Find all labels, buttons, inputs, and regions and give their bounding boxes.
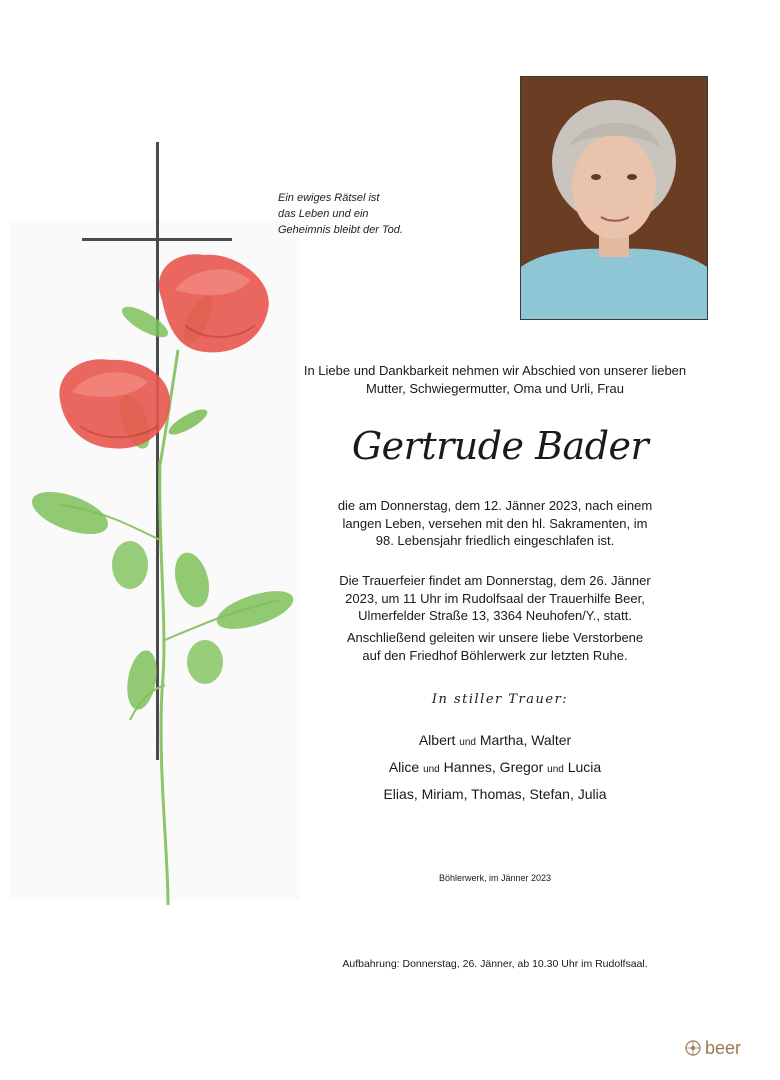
mourner-name: Albert [418,732,456,748]
mourners-heading: In stiller Trauer: [431,692,569,707]
mourners-row: Elias, Miriam, Thomas, Stefan, Julia [383,786,607,802]
mourners-row [270,730,720,753]
death-notice-line: die am Donnerstag, dem 12. Jänner 2023, nach einem [337,498,653,513]
flower-icon [684,1039,702,1057]
funeral-line: Ulmerfelder Straße 13, 3364 Neuhofen/Y., statt. [358,608,632,623]
leaf [112,541,148,589]
death-notice [270,497,720,550]
intro-text [270,362,720,398]
beer-logo [684,1036,764,1060]
cross-horizontal-beam [82,238,232,241]
death-notice-line: 98. Lebensjahr friedlich eingeschlafen ist. [375,533,615,548]
connector-word: und [423,764,440,775]
mourners-row [270,757,720,780]
quote-line: Geheimnis bleibt der Tod. [278,224,403,236]
place-date: Böhlerwerk, im Jänner 2023 [438,873,552,883]
death-notice-line: langen Leben, versehen mit den hl. Sakramenten, im [342,515,648,531]
deceased-name: Gertrude Bader [351,424,649,468]
quote-line: Ein ewiges Rätsel ist [278,192,380,204]
portrait-photo [520,76,708,320]
connector-word: und [459,737,476,748]
funeral-line: 2023, um 11 Uhr im Rudolfsaal der Trauerhilfe Beer, [345,590,645,606]
mourner-name: Martha, Walter [479,732,572,748]
leaf [187,640,223,684]
intro-line: Mutter, Schwiegermutter, Oma und Urli, Frau [366,381,624,396]
quote-line: das Leben und ein [278,208,369,220]
mourner-name: Alice [388,759,420,775]
quote-block [278,190,478,238]
funeral-info [270,572,720,625]
mourner-name: Hannes, Gregor [443,759,544,775]
burial-line: auf den Friedhof Böhlerwerk zur letzten Ruhe. [362,647,628,663]
burial-info [270,629,720,664]
portrait-illustration [521,77,707,319]
intro-line: In Liebe und Dankbarkeit nehmen wir Abschied von unserer lieben [303,363,687,378]
funeral-line: Die Trauerfeier findet am Donnerstag, dem 26. Jänner [339,573,651,588]
logo-text: beer [705,1037,742,1058]
connector-word: und [547,764,564,775]
burial-line: Anschließend geleiten wir unsere liebe Verstorbene [346,630,644,645]
mourner-name: Lucia [567,759,602,775]
viewing-info: Aufbahrung: Donnerstag, 26. Jänner, ab 10.30 Uhr im Rudolfsaal. [342,958,648,970]
